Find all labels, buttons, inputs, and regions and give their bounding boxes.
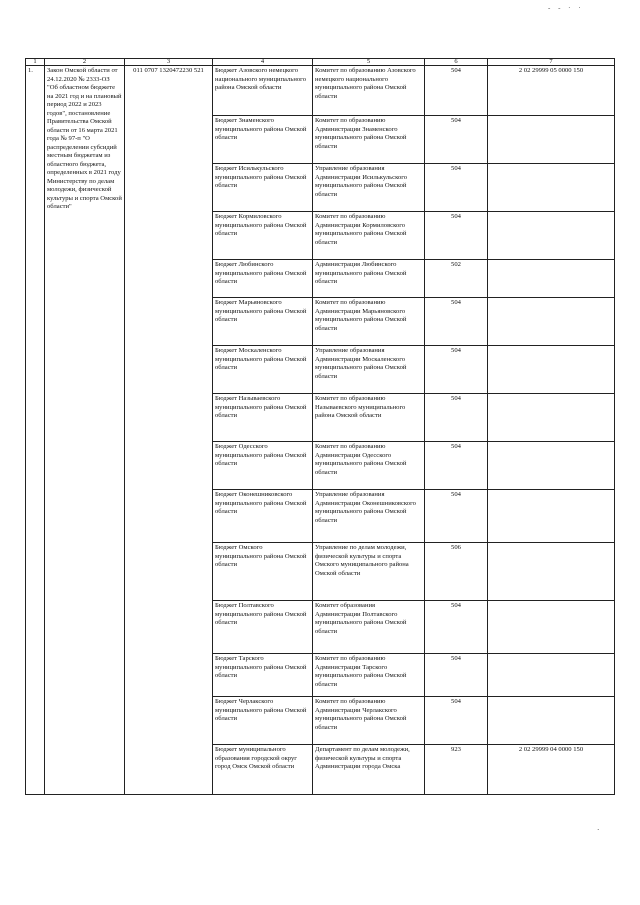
administrator: Управление образования Администрации Оконешниковского муниципального района Омской области (313, 490, 425, 543)
administrator: Управление образования Администрации Исилькульского муниципального района Омской области (313, 164, 425, 212)
table-row (26, 66, 615, 116)
recipient-budget: Бюджет Омского муниципального района Омской области (213, 543, 313, 601)
column-number-row (26, 59, 615, 66)
administrator: Комитет по образованию Называевского муниципального района Омской области (313, 394, 425, 442)
administrator: Комитет по образованию Администрации Тарского муниципального района Омской области (313, 654, 425, 697)
grbs-code: 504 (425, 212, 488, 260)
recipient-budget: Бюджет муниципального образования городской округ город Омск Омской области (213, 745, 313, 795)
administrator: Комитет по образованию Администрации Кормиловского муниципального района Омской области (313, 212, 425, 260)
grbs-code: 504 (425, 654, 488, 697)
recipient-budget: Бюджет Называевского муниципального района Омской области (213, 394, 313, 442)
column-number: 6 (425, 59, 488, 66)
grbs-code: 504 (425, 66, 488, 116)
recipient-budget: Бюджет Черлакского муниципального района Омской области (213, 697, 313, 745)
revenue-code (488, 697, 615, 745)
recipient-budget: Бюджет Москаленского муниципального района Омской области (213, 346, 313, 394)
administrator: Комитет по образованию Администрации Одесского муниципального района Омской области (313, 442, 425, 490)
recipient-budget: Бюджет Тарского муниципального района Омской области (213, 654, 313, 697)
revenue-code: 2 02 29999 05 0000 150 (488, 66, 615, 116)
column-number: 2 (45, 59, 125, 66)
grbs-code: 504 (425, 164, 488, 212)
subsidy-table (25, 58, 615, 795)
grbs-code: 506 (425, 543, 488, 601)
administrator: Комитет образования Администрации Полтавского муниципального района Омской области (313, 601, 425, 654)
grbs-code: 502 (425, 260, 488, 298)
revenue-code: 2 02 29999 04 0000 150 (488, 745, 615, 795)
grbs-code: 504 (425, 346, 488, 394)
administrator: Комитет по образованию Администрации Знаменского муниципального района Омской области (313, 116, 425, 164)
revenue-code (488, 394, 615, 442)
recipient-budget: Бюджет Марьяновского муниципального района Омской области (213, 298, 313, 346)
grbs-code: 504 (425, 298, 488, 346)
administrator: Комитет по образованию Азовского немецкого национального муниципального района Омской области (313, 66, 425, 116)
legal-basis: Закон Омской области от 24.12.2020 № 2333-ОЗ "Об областном бюджете на 2021 год и на плановый период 2022 и 2023 годов", постановление Правительства Омской области от 16 марта 2021 года № 97-п "О распределении субсидий местным бюджетам из областного бюджета, определенных в 2021 году Министерству по делам молодежи, физической культуры и спорта Омской области" (45, 66, 125, 795)
recipient-budget: Бюджет Оконешниковского муниципального района Омской области (213, 490, 313, 543)
grbs-code: 504 (425, 394, 488, 442)
grbs-code: 504 (425, 116, 488, 164)
column-number: 7 (488, 59, 615, 66)
administrator: Департамент по делам молодежи, физической культуры и спорта Администрации города Омска (313, 745, 425, 795)
budget-classification-code: 011 0707 1320472230 521 (125, 66, 213, 795)
revenue-code (488, 654, 615, 697)
column-number: 5 (313, 59, 425, 66)
administrator: Комитет по образованию Администрации Марьяновского муниципального района Омской области (313, 298, 425, 346)
revenue-code (488, 116, 615, 164)
administrator: Администрация Любинского муниципального района Омской области (313, 260, 425, 298)
recipient-budget: Бюджет Любинского муниципального района Омской области (213, 260, 313, 298)
grbs-code: 504 (425, 601, 488, 654)
grbs-code: 923 (425, 745, 488, 795)
revenue-code (488, 442, 615, 490)
scan-corner-marks: - - · · (548, 4, 584, 12)
recipient-budget: Бюджет Знаменского муниципального района Омской области (213, 116, 313, 164)
revenue-code (488, 164, 615, 212)
revenue-code (488, 601, 615, 654)
recipient-budget: Бюджет Полтавского муниципального района Омской области (213, 601, 313, 654)
grbs-code: 504 (425, 442, 488, 490)
column-number: 3 (125, 59, 213, 66)
revenue-code (488, 212, 615, 260)
administrator: Управление образования Администрации Москаленского муниципального района Омской области (313, 346, 425, 394)
revenue-code (488, 543, 615, 601)
grbs-code: 504 (425, 697, 488, 745)
revenue-code (488, 260, 615, 298)
row-number: 1. (26, 66, 45, 795)
recipient-budget: Бюджет Одесского муниципального района Омской области (213, 442, 313, 490)
recipient-budget: Бюджет Кормиловского муниципального района Омской области (213, 212, 313, 260)
recipient-budget: Бюджет Азовского немецкого национального муниципального района Омской области (213, 66, 313, 116)
recipient-budget: Бюджет Исилькульского муниципального района Омской области (213, 164, 313, 212)
scan-mark: · (597, 826, 600, 834)
revenue-code (488, 298, 615, 346)
administrator: Управление по делам молодежи, физической культуры и спорта Омского муниципального района Омской области (313, 543, 425, 601)
administrator: Комитет по образованию Администрации Черлакского муниципального района Омской области (313, 697, 425, 745)
revenue-code (488, 490, 615, 543)
grbs-code: 504 (425, 490, 488, 543)
revenue-code (488, 346, 615, 394)
column-number: 1 (26, 59, 45, 66)
column-number: 4 (213, 59, 313, 66)
